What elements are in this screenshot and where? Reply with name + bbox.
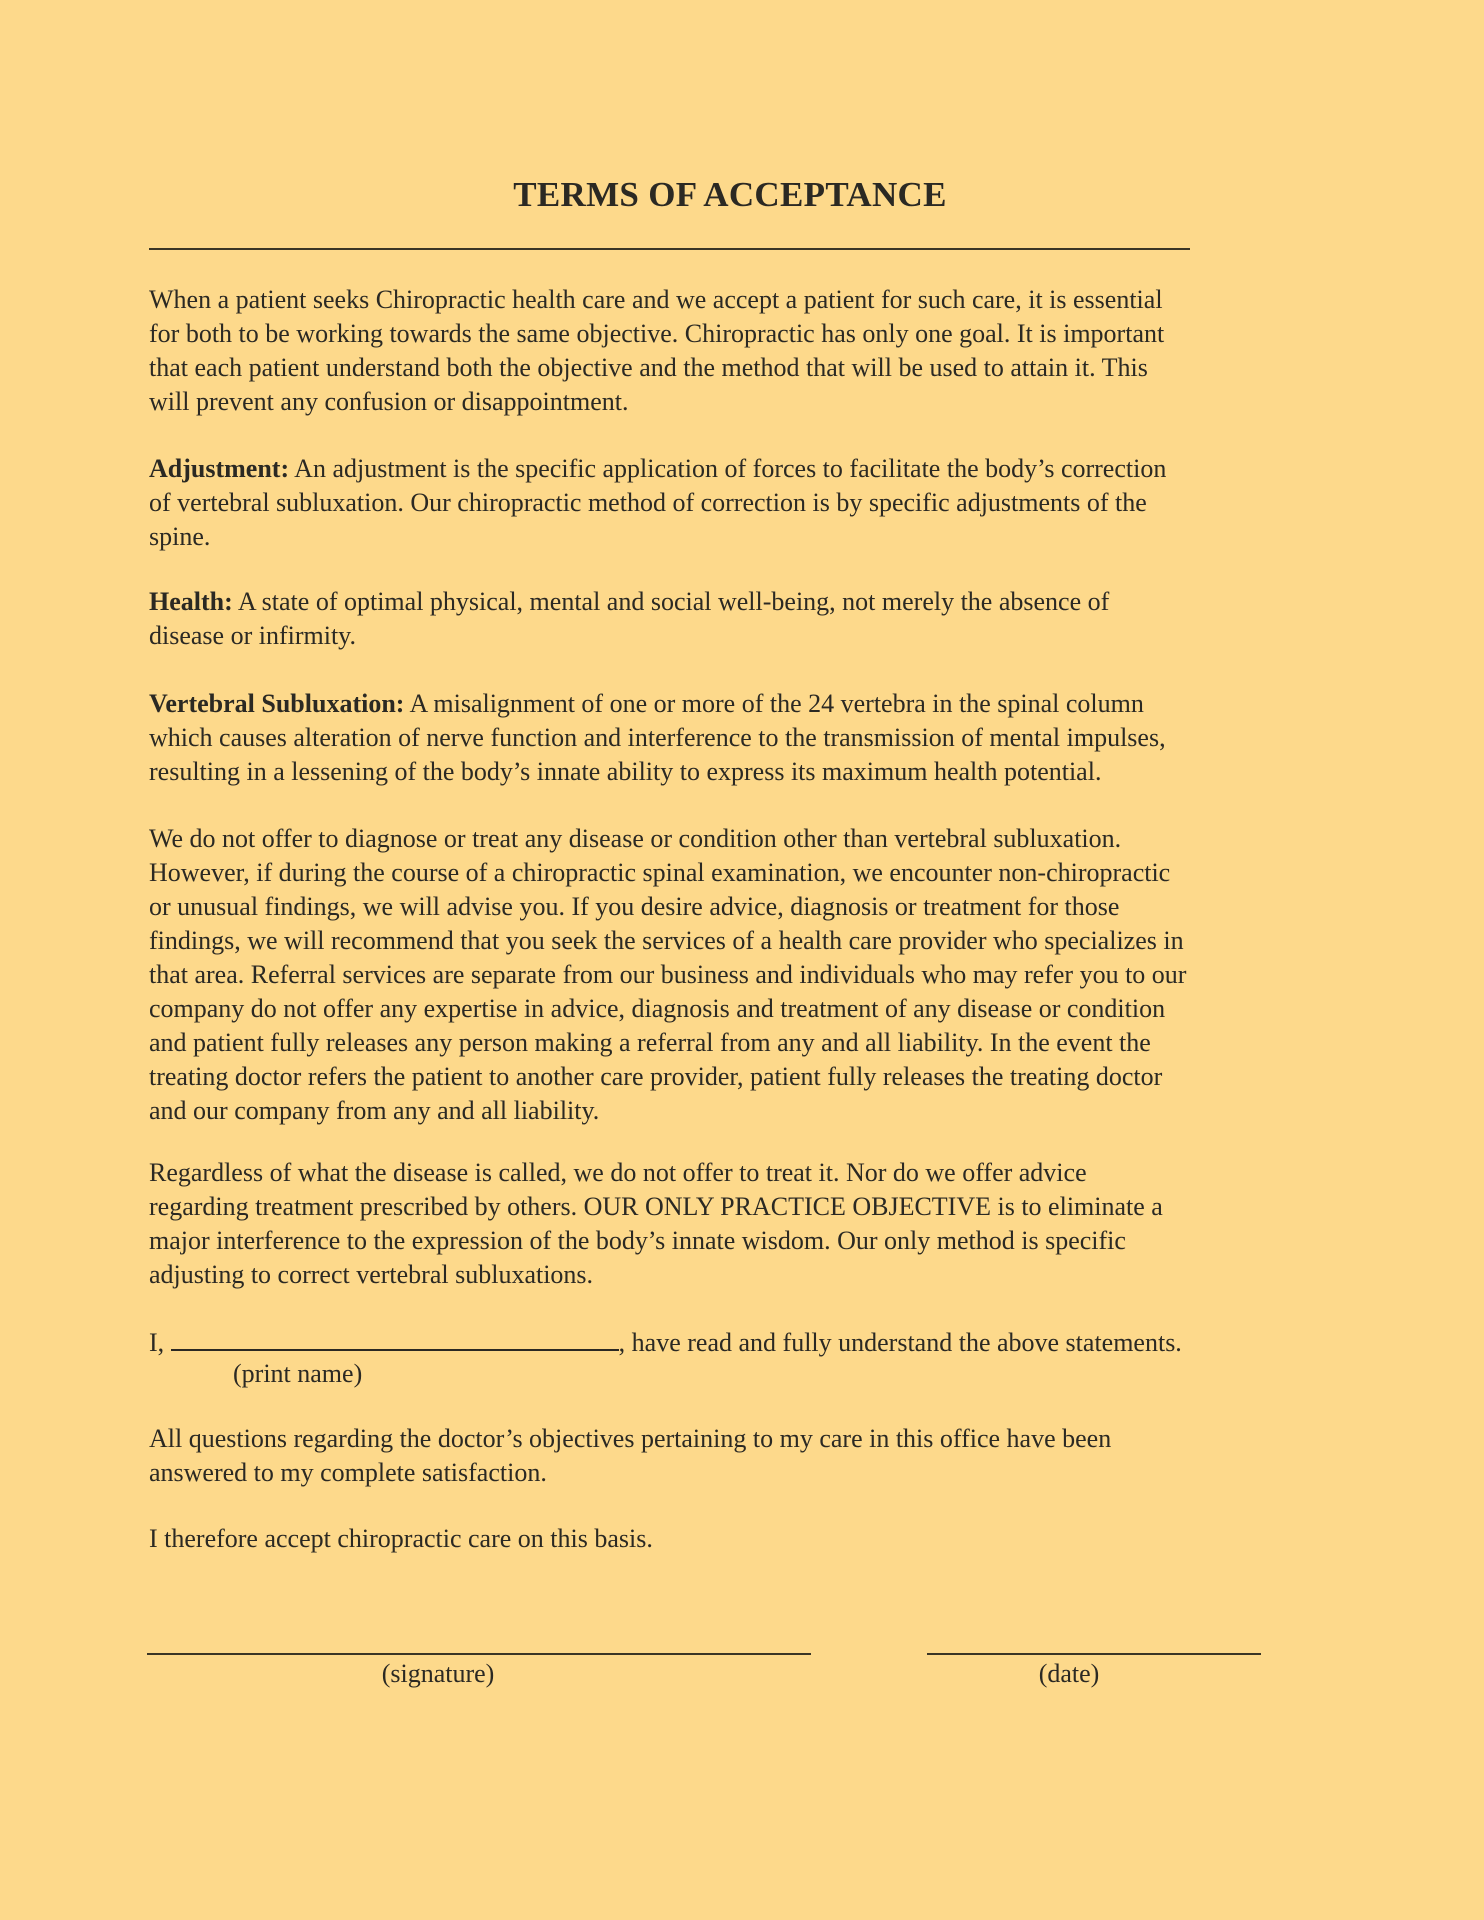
acknowledge-suffix: , have read and fully understand the above statements. [618, 1328, 1182, 1357]
subluxation-label: Vertebral Subluxation: [149, 689, 405, 718]
print-name-field[interactable] [171, 1323, 619, 1351]
intro-paragraph: When a patient seeks Chiropractic health care and we accept a patient for such care, it is essential for both to be working towards the same objective. Chiropractic has only one goal. It is important that each patient understand both the objective and the method that will be used to attain it. This will prevent any confusion or disappointment. [149, 285, 1165, 416]
acceptance-statement: I therefore accept chiropractic care on this basis. [149, 1524, 653, 1553]
signature-field[interactable] [147, 1653, 811, 1655]
questions-paragraph: All questions regarding the doctor’s objectives pertaining to my care in this office have been answered to my complete satisfaction. [149, 1424, 1112, 1487]
objective-paragraph: Regardless of what the disease is called, we do not offer to treat it. Nor do we offer advice regarding treatment prescribed by others. OUR ONLY PRACTICE OBJECTIVE is to eliminate a major interference to the expression of the body’s innate wisdom. Our only method is specific adjusting to correct vertebral subluxations. [149, 1158, 1163, 1289]
title-divider [149, 248, 1190, 250]
disclaimer-paragraph: We do not offer to diagnose or treat any disease or condition other than vertebral subluxation. However, if during the course of a chiropractic spinal examination, we encounter non-chiropractic or unusual findings, we will advise you. If you desire advice, diagnosis or treatment for those findings, we will recommend that you seek the services of a health care provider who specializes in that area. Referral services are separate from our business and individuals who may refer you to our company do not offer any expertise in advice, diagnosis and treatment of any disease or condition and patient fully releases any person making a referral from any and all liability. In the event the treating doctor refers the patient to another care provider, patient fully releases the treating doctor and our company from any and all liability. [149, 824, 1187, 1125]
page-title: TERMS OF ACCEPTANCE [513, 175, 947, 214]
acknowledgement-line [149, 1323, 1349, 1360]
print-name-label: (print name) [233, 1359, 363, 1388]
health-text: A state of optimal physical, mental and social well-being, not merely the absence of disease or infirmity. [149, 587, 1110, 650]
signature-label: (signature) [381, 1659, 495, 1688]
acknowledge-prefix: I, [149, 1328, 171, 1357]
health-definition [149, 585, 1349, 653]
date-label: (date) [1038, 1659, 1100, 1688]
adjustment-definition [149, 452, 1349, 554]
adjustment-label: Adjustment: [149, 454, 290, 483]
health-label: Health: [149, 587, 233, 616]
subluxation-definition [149, 687, 1349, 789]
date-field[interactable] [927, 1653, 1261, 1655]
subluxation-text: A misalignment of one or more of the 24 vertebra in the spinal column which causes alteration of nerve function and interference to the transmission of mental impulses, resulting in a lessening of the body’s innate ability to express its maximum health potential. [149, 689, 1166, 786]
adjustment-text: An adjustment is the specific application of forces to facilitate the body’s correction of vertebral subluxation. Our chiropractic method of correction is by specific adjustments of the spine. [149, 454, 1167, 551]
